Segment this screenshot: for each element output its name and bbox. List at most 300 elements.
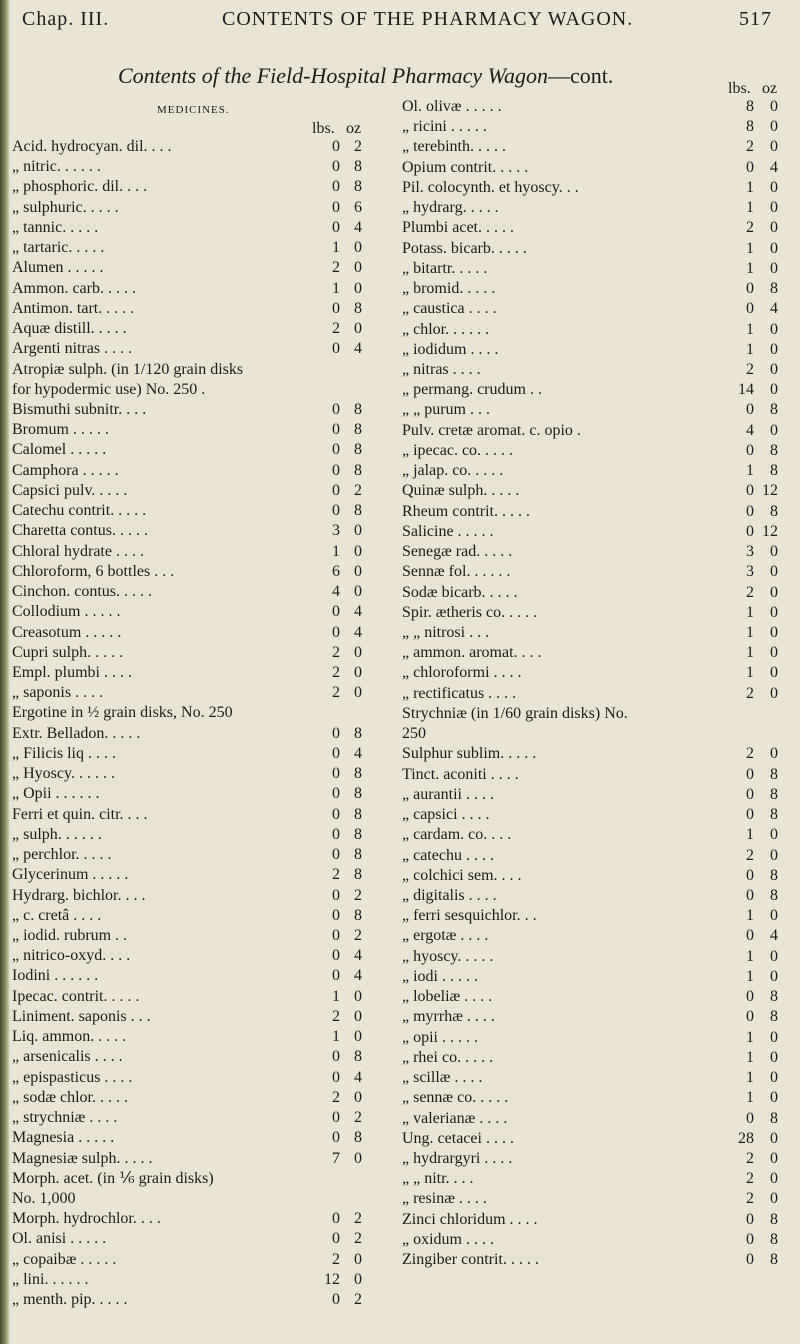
medicine-lbs: 1 — [746, 320, 754, 338]
medicine-lbs: 2 — [332, 866, 340, 884]
medicine-oz: 0 — [770, 563, 778, 581]
medicine-oz: 0 — [770, 1048, 778, 1066]
medicine-lbs: 0 — [746, 1109, 754, 1127]
medicine-name: Acid. hydrocyan. dil. . . . — [12, 138, 172, 155]
medicine-oz: 0 — [770, 846, 778, 864]
medicine-oz: 8 — [770, 886, 778, 904]
medicine-name: „ jalap. co. . . . . — [402, 462, 504, 480]
medicine-name: „ catechu . . . . — [402, 846, 494, 864]
medicine-name: „ „ nitrosi . . . — [402, 623, 490, 641]
medicine-lbs: 2 — [746, 360, 754, 378]
medicine-entry — [402, 887, 782, 905]
medicine-name: „ iodi . . . . . — [402, 967, 478, 985]
medicine-lbs: 0 — [746, 158, 754, 176]
medicine-lbs: 2 — [332, 259, 340, 277]
medicine-entry — [402, 240, 782, 258]
medicine-oz: 4 — [354, 218, 362, 236]
medicine-lbs: 2 — [332, 1088, 340, 1106]
medicine-entry — [402, 1008, 782, 1026]
medicine-lbs: 0 — [332, 138, 340, 155]
medicine-name: „ bitartr. . . . . — [402, 259, 488, 277]
medicine-entry — [402, 1170, 782, 1188]
medicine-entry — [12, 401, 388, 419]
medicine-name: „ myrrhæ . . . . — [402, 1008, 495, 1026]
medicine-oz: 8 — [354, 906, 362, 924]
medicine-lbs: 14 — [738, 381, 754, 399]
medicine-oz: 8 — [354, 421, 362, 439]
medicine-lbs: 1 — [332, 1028, 340, 1046]
medicine-entry — [402, 381, 782, 399]
medicine-oz: 0 — [770, 967, 778, 985]
medicine-entry — [12, 543, 388, 561]
medicine-entry — [12, 1291, 388, 1309]
medicine-oz: 8 — [354, 765, 362, 783]
medicine-lbs: 2 — [746, 219, 754, 237]
medicine-name: „ rectificatus . . . . — [402, 684, 517, 702]
medicine-name: Ergotine in ½ grain disks, No. 250 — [12, 704, 233, 722]
medicine-entry — [12, 1190, 388, 1208]
medicine-name: „ ammon. aromat. . . . — [402, 644, 542, 662]
medicine-name: „ „ nitr. . . . — [402, 1170, 474, 1188]
medicine-lbs: 0 — [332, 340, 340, 358]
medicine-lbs: 0 — [332, 1291, 340, 1309]
medicine-name: Pil. colocynth. et hyoscy. . . — [402, 178, 579, 196]
medicine-entry — [12, 441, 388, 459]
chapter-label: Chap. III. — [22, 8, 110, 30]
medicine-name: „ Opii . . . . . . — [12, 785, 100, 803]
medicine-entry — [12, 967, 388, 985]
medicine-entry — [402, 361, 782, 379]
medicine-name: Iodini . . . . . . — [12, 967, 99, 985]
medicine-entry — [402, 1069, 782, 1087]
medicine-entry — [402, 401, 782, 419]
medicine-entry — [12, 340, 388, 358]
medicine-entry — [12, 644, 388, 662]
medicine-oz: 4 — [354, 1068, 362, 1086]
medicine-lbs: 0 — [332, 1230, 340, 1248]
medicine-lbs: 4 — [332, 583, 340, 601]
medicine-oz: 8 — [354, 1048, 362, 1066]
medicine-oz: 0 — [354, 987, 362, 1005]
medicine-entry — [402, 1190, 782, 1208]
medicine-name: Pulv. cretæ aromat. c. opio . — [402, 421, 581, 439]
medicine-name: Catechu contrit. . . . . — [12, 502, 147, 520]
medicine-entry — [402, 1150, 782, 1168]
running-title: CONTENTS OF THE PHARMACY WAGON. — [222, 8, 634, 30]
medicine-lbs: 2 — [746, 138, 754, 156]
medicine-lbs: 0 — [332, 1129, 340, 1147]
medicine-lbs: 0 — [746, 806, 754, 824]
medicine-lbs: 0 — [746, 300, 754, 318]
medicine-name: Bromum . . . . . — [12, 421, 109, 439]
medicine-entry — [12, 178, 388, 196]
medicine-entry — [12, 462, 388, 480]
medicine-oz: 0 — [770, 1170, 778, 1188]
medicine-entry — [12, 765, 388, 783]
medicine-lbs: 0 — [332, 967, 340, 985]
medicine-lbs: 0 — [332, 744, 340, 762]
medicine-name: Ferri et quin. citr. . . . — [12, 805, 148, 823]
medicine-oz: 8 — [770, 462, 778, 480]
medicine-entry — [12, 846, 388, 864]
medicine-entry — [12, 199, 388, 217]
medicine-name: „ copaibæ . . . . . — [12, 1250, 117, 1268]
medicine-name: Calomel . . . . . — [12, 441, 107, 459]
medicine-name: „ chloroformi . . . . — [402, 664, 522, 682]
medicine-lbs: 0 — [332, 481, 340, 499]
medicine-oz: 8 — [354, 299, 362, 317]
medicine-lbs: 0 — [746, 502, 754, 520]
medicine-name: „ strychniæ . . . . — [12, 1109, 118, 1127]
medicine-oz: 4 — [770, 300, 778, 318]
medicine-name: „ „ purum . . . — [402, 401, 490, 419]
medicine-oz: 0 — [770, 745, 778, 763]
medicine-lbs: 0 — [332, 400, 340, 418]
medicine-entry — [402, 927, 782, 945]
medicine-name: Morph. acet. (in ⅙ grain disks) — [12, 1169, 214, 1187]
medicine-lbs: 28 — [738, 1129, 754, 1147]
page-number: 517 — [739, 8, 772, 30]
medicine-entry — [12, 1129, 388, 1147]
medicine-oz: 8 — [354, 724, 362, 742]
medicine-name: Liniment. saponis . . . — [12, 1007, 151, 1025]
medicine-oz: 12 — [762, 482, 778, 500]
medicine-oz: 0 — [354, 1270, 362, 1288]
medicine-entry — [12, 300, 388, 318]
medicine-entry — [12, 502, 388, 520]
medicine-name: Salicine . . . . . — [402, 522, 494, 540]
medicine-oz: 2 — [354, 138, 362, 155]
medicine-name: „ Hyoscy. . . . . . — [12, 765, 115, 783]
medicine-oz: 8 — [770, 401, 778, 419]
medicine-entry — [12, 219, 388, 237]
medicine-name: „ tartaric. . . . . — [12, 239, 105, 257]
medicine-entry — [402, 543, 782, 561]
medicine-oz: 4 — [354, 947, 362, 965]
medicine-oz: 8 — [354, 785, 362, 803]
medicine-oz: 0 — [354, 279, 362, 297]
medicine-entry — [402, 199, 782, 217]
medicine-name: „ permang. crudum . . — [402, 381, 542, 399]
medicine-lbs: 1 — [746, 967, 754, 985]
medicine-entry — [402, 1211, 782, 1229]
medicine-name: Spir. ætheris co. . . . . — [402, 603, 538, 621]
medicine-entry — [402, 1130, 782, 1148]
medicine-entry — [12, 1008, 388, 1026]
medicine-oz: 8 — [770, 866, 778, 884]
medicine-oz: 0 — [770, 1190, 778, 1208]
medicine-entry — [402, 867, 782, 885]
medicine-lbs: 3 — [332, 522, 340, 540]
medicine-oz: 8 — [770, 280, 778, 298]
medicine-oz: 0 — [770, 947, 778, 965]
medicine-oz: 2 — [354, 481, 362, 499]
medicine-name: „ arsenicalis . . . . — [12, 1048, 123, 1066]
medicine-name: Charetta contus. . . . . — [12, 522, 148, 540]
medicine-oz: 0 — [770, 340, 778, 358]
medicine-entry — [12, 826, 388, 844]
medicine-lbs: 2 — [746, 1170, 754, 1188]
medicine-name: 250 — [402, 725, 426, 743]
medicine-entry — [402, 705, 782, 723]
medicine-entry — [402, 766, 782, 784]
medicine-oz: 8 — [354, 461, 362, 479]
medicine-entry — [402, 98, 782, 116]
medicine-entry — [402, 806, 782, 824]
medicine-lbs: 2 — [746, 846, 754, 864]
medicine-oz: 0 — [354, 643, 362, 661]
medicine-entry — [402, 422, 782, 440]
medicine-name: Cinchon. contus. . . . . — [12, 583, 152, 601]
medicine-entry — [12, 239, 388, 257]
medicine-entry — [12, 522, 388, 540]
medicine-entry — [12, 1210, 388, 1228]
medicine-oz: 0 — [354, 542, 362, 560]
medicine-oz: 0 — [770, 684, 778, 702]
medicine-entry — [12, 482, 388, 500]
medicine-name: „ caustica . . . . — [402, 300, 497, 318]
medicine-lbs: 0 — [332, 1048, 340, 1066]
medicine-entry — [12, 361, 388, 379]
medicine-lbs: 0 — [332, 825, 340, 843]
medicine-name: „ nitric. . . . . . — [12, 158, 101, 176]
medicine-entry — [402, 644, 782, 662]
medicine-name: „ menth. pip. . . . . — [12, 1291, 128, 1309]
medicine-lbs: 0 — [332, 765, 340, 783]
medicine-entry — [12, 381, 388, 399]
medicine-lbs: 1 — [746, 947, 754, 965]
medicine-oz: 4 — [354, 744, 362, 762]
medicine-oz: 8 — [770, 1251, 778, 1269]
medicine-lbs: 0 — [332, 461, 340, 479]
medicine-name: Magnesia . . . . . — [12, 1129, 115, 1147]
medicine-oz: 0 — [354, 1007, 362, 1025]
medicine-lbs: 2 — [332, 663, 340, 681]
medicine-lbs: 0 — [746, 482, 754, 500]
medicine-oz: 8 — [770, 1210, 778, 1228]
medicine-entry — [12, 806, 388, 824]
medicine-name: Liq. ammon. . . . . — [12, 1028, 127, 1046]
medicine-entry — [402, 1089, 782, 1107]
medicine-entry — [12, 745, 388, 763]
medicine-entry — [402, 321, 782, 339]
medicine-lbs: 0 — [746, 886, 754, 904]
medicine-name: „ aurantii . . . . — [402, 785, 494, 803]
medicine-name: „ lobeliæ . . . . — [402, 988, 493, 1006]
medicine-oz: 8 — [354, 1129, 362, 1147]
medicine-oz: 0 — [770, 118, 778, 136]
medicine-lbs: 1 — [746, 1069, 754, 1087]
medicine-name: „ capsici . . . . — [402, 806, 490, 824]
medicine-lbs: 1 — [746, 340, 754, 358]
medicine-oz: 4 — [354, 623, 362, 641]
medicine-name: „ sodæ chlor. . . . . — [12, 1088, 128, 1106]
medicine-oz: 2 — [354, 1210, 362, 1228]
medicine-lbs: 0 — [746, 1008, 754, 1026]
medicine-name: „ sennæ co. . . . . — [402, 1089, 509, 1107]
medicine-oz: 8 — [354, 441, 362, 459]
medicine-oz: 0 — [770, 219, 778, 237]
medicine-name: „ hydrarg. . . . . — [402, 199, 499, 217]
medicine-entry — [402, 482, 782, 500]
medicine-name: „ nitrico-oxyd. . . . — [12, 947, 131, 965]
medicine-name: „ ricini . . . . . — [402, 118, 487, 136]
medicine-entry — [402, 563, 782, 581]
medicine-entry — [402, 300, 782, 318]
medicine-lbs: 1 — [746, 462, 754, 480]
medicine-oz: 0 — [770, 664, 778, 682]
medicine-entry — [402, 219, 782, 237]
medicine-lbs: 0 — [332, 421, 340, 439]
medicine-oz: 0 — [354, 684, 362, 702]
medicine-entry — [402, 442, 782, 460]
medicine-oz: 12 — [762, 522, 778, 540]
medicine-oz: 0 — [354, 1250, 362, 1268]
medicine-oz: 0 — [770, 583, 778, 601]
medicine-lbs: 0 — [332, 947, 340, 965]
medicine-entry — [402, 725, 782, 743]
medicine-lbs: 0 — [332, 805, 340, 823]
medicine-name: Chloroform, 6 bottles . . . — [12, 562, 175, 580]
medicine-lbs: 1 — [332, 279, 340, 297]
medicine-entry — [402, 826, 782, 844]
medicine-entry — [12, 1069, 388, 1087]
medicine-lbs: 1 — [746, 178, 754, 196]
medicine-oz: 4 — [770, 927, 778, 945]
medicine-entry — [12, 1251, 388, 1269]
medicine-entry — [12, 138, 388, 156]
medicine-lbs: 0 — [332, 502, 340, 520]
medicine-name: „ ferri sesquichlor. . . — [402, 907, 537, 925]
medicine-name: Morph. hydrochlor. . . . — [12, 1210, 161, 1228]
medicine-name: „ phosphoric. dil. . . . — [12, 178, 148, 196]
medicine-entry — [12, 684, 388, 702]
medicine-lbs: 0 — [332, 846, 340, 864]
medicine-oz: 0 — [354, 259, 362, 277]
medicine-entry — [12, 866, 388, 884]
medicine-name: „ Filicis liq . . . . — [12, 744, 116, 762]
medicine-oz: 0 — [770, 320, 778, 338]
medicine-name: „ epispasticus . . . . — [12, 1068, 133, 1086]
medicine-oz: 0 — [770, 543, 778, 561]
medicine-oz: 8 — [354, 846, 362, 864]
medicine-oz: 0 — [354, 562, 362, 580]
medicine-oz: 0 — [770, 644, 778, 662]
medicine-name: Senegæ rad. . . . . — [402, 543, 513, 561]
medicine-name: „ perchlor. . . . . — [12, 846, 112, 864]
medicine-entry — [12, 603, 388, 621]
left-units-lbs: lbs. — [312, 120, 335, 137]
medicine-name: No. 1,000 — [12, 1189, 76, 1207]
medicine-lbs: 0 — [332, 158, 340, 176]
medicine-oz: 0 — [354, 663, 362, 681]
medicine-entry — [12, 1048, 388, 1066]
medicine-entry — [402, 988, 782, 1006]
medicine-name: Argenti nitras . . . . — [12, 340, 133, 358]
medicine-oz: 2 — [354, 1109, 362, 1127]
medicine-lbs: 8 — [746, 118, 754, 136]
medicine-lbs: 0 — [332, 926, 340, 944]
medicine-name: Quinæ sulph. . . . . — [402, 482, 520, 500]
medicine-lbs: 2 — [746, 684, 754, 702]
medicine-name: Sodæ bicarb. . . . . — [402, 583, 518, 601]
medicine-oz: 8 — [770, 1008, 778, 1026]
medicine-lbs: 0 — [332, 886, 340, 904]
medicine-name: Magnesiæ sulph. . . . . — [12, 1149, 153, 1167]
medicine-name: „ colchici sem. . . . — [402, 866, 522, 884]
medicine-entry — [402, 685, 782, 703]
medicine-lbs: 0 — [332, 1068, 340, 1086]
medicine-oz: 0 — [354, 1149, 362, 1167]
medicine-oz: 0 — [354, 583, 362, 601]
medicine-lbs: 3 — [746, 543, 754, 561]
medicine-entry — [402, 584, 782, 602]
medicine-oz: 0 — [770, 907, 778, 925]
medicine-name: „ lini. . . . . . — [12, 1270, 89, 1288]
medicine-name: Cupri sulph. . . . . — [12, 643, 124, 661]
medicine-oz: 8 — [770, 785, 778, 803]
medicine-lbs: 0 — [332, 178, 340, 196]
medicine-oz: 0 — [770, 1069, 778, 1087]
right-units-oz: oz — [762, 80, 778, 97]
medicine-name: Ammon. carb. . . . . — [12, 279, 136, 297]
medicine-oz: 2 — [354, 926, 362, 944]
medicine-entry — [402, 624, 782, 642]
medicine-entry — [12, 320, 388, 338]
medicine-lbs: 8 — [746, 98, 754, 115]
medicine-lbs: 0 — [746, 927, 754, 945]
medicine-oz: 2 — [354, 886, 362, 904]
medicine-oz: 8 — [770, 988, 778, 1006]
medicine-entry — [402, 1110, 782, 1128]
medicine-name: Zinci chloridum . . . . — [402, 1210, 538, 1228]
medicine-entry — [12, 1230, 388, 1248]
medicine-entry — [402, 341, 782, 359]
medicine-name: „ hydrargyri . . . . — [402, 1149, 513, 1167]
medicine-lbs: 0 — [332, 906, 340, 924]
medicine-oz: 0 — [770, 178, 778, 196]
medicine-oz: 4 — [354, 340, 362, 358]
medicine-lbs: 0 — [746, 401, 754, 419]
medicine-name: „ ipecac. co. . . . . — [402, 441, 514, 459]
medicine-lbs: 1 — [746, 623, 754, 641]
medicine-lbs: 4 — [746, 421, 754, 439]
medicine-name: Opium contrit. . . . . — [402, 158, 529, 176]
medicine-entry — [12, 988, 388, 1006]
medicine-lbs: 0 — [746, 866, 754, 884]
medicine-oz: 0 — [354, 239, 362, 257]
medicine-lbs: 1 — [332, 542, 340, 560]
medicine-lbs: 1 — [332, 239, 340, 257]
medicine-lbs: 1 — [746, 259, 754, 277]
medicine-name: Collodium . . . . . — [12, 603, 121, 621]
medicine-oz: 8 — [770, 765, 778, 783]
table-title — [118, 63, 718, 89]
medicine-entry — [12, 1109, 388, 1127]
medicine-name: Empl. plumbi . . . . — [12, 663, 132, 681]
medicine-lbs: 2 — [746, 745, 754, 763]
medicine-name: „ hyoscy. . . . . — [402, 947, 494, 965]
medicine-oz: 4 — [354, 603, 362, 621]
medicine-name: for hypodermic use) No. 250 . — [12, 380, 206, 398]
medicine-oz: 0 — [770, 381, 778, 399]
running-head — [22, 8, 772, 38]
medicine-oz: 0 — [770, 623, 778, 641]
medicine-lbs: 2 — [332, 684, 340, 702]
medicine-entry — [12, 927, 388, 945]
medicine-oz: 8 — [354, 158, 362, 176]
medicine-entry — [402, 1029, 782, 1047]
